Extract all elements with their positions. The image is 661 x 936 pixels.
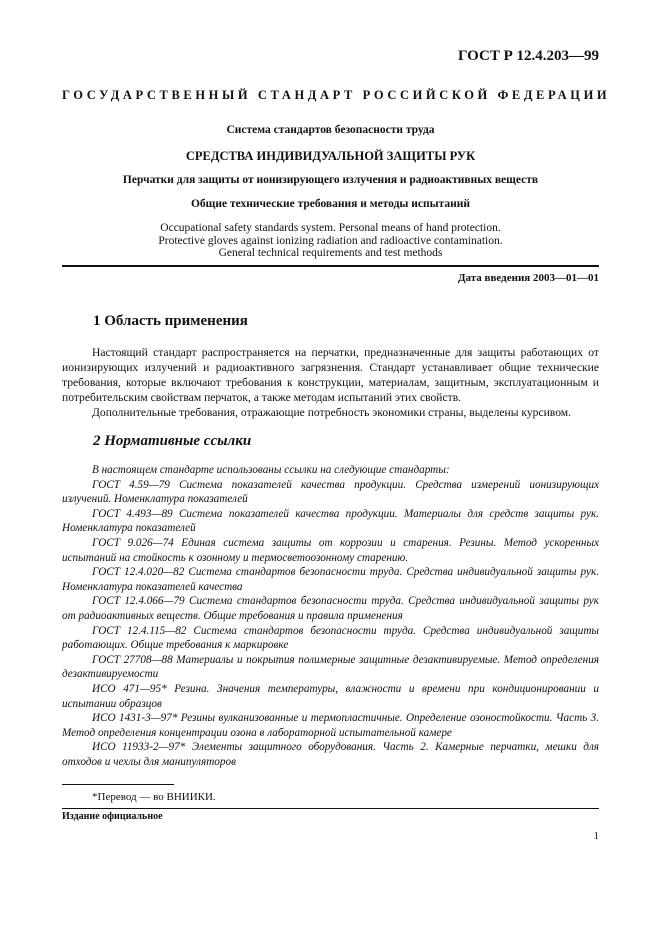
- reference-item: ГОСТ 4.493—89 Система показателей качества продукции. Материалы для средств защиты рук. Номенклатура показателей: [62, 507, 599, 535]
- subject-title: Перчатки для защиты от ионизирующего излучения и радиоактивных веществ: [122, 174, 539, 186]
- edition-divider: [62, 808, 599, 809]
- english-title-line: Occupational safety standards system. Personal means of hand protection.: [160, 222, 501, 234]
- main-title: СРЕДСТВА ИНДИВИДУАЛЬНОЙ ЗАЩИТЫ РУК: [185, 149, 476, 163]
- reference-item: ИСО 1431-3—97* Резины вулканизованные и термопластичные. Определение озоностойкости. Часть 3. Метод определения концентрации озона в лабораторной испытательной камере: [62, 712, 599, 739]
- reference-item: ГОСТ 4.59—79 Система показателей качества продукции. Средства измерений ионизирующих излучений. Номенклатура показателей: [62, 478, 599, 506]
- state-standard-heading: ГОСУДАРСТВЕННЫЙ СТАНДАРТ РОССИЙСКОЙ ФЕДЕРАЦИИ: [62, 88, 611, 102]
- document-number: ГОСТ Р 12.4.203—99: [457, 48, 599, 64]
- title-divider: [62, 265, 599, 267]
- paragraph: Дополнительные требования, отражающие потребность экономики страны, выделены курсивом.: [92, 406, 572, 419]
- section-1-heading: 1 Область применения: [93, 313, 248, 329]
- section-1-body: [62, 345, 599, 420]
- page-number: 1: [593, 830, 599, 842]
- footnote: *Перевод — во ВНИИКИ.: [92, 791, 216, 803]
- english-title-line: General technical requirements and test methods: [218, 247, 443, 259]
- reference-item: ГОСТ 27708—88 Материалы и покрытия полимерные защитные дезактивируемые. Метод определения дезактивируемости: [62, 653, 599, 681]
- footnote-divider: [62, 784, 174, 785]
- reference-item: ИСО 471—95* Резина. Значения температуры, влажности и времени при кондиционировании и испытании образцов: [62, 682, 599, 710]
- paragraph: Настоящий стандарт распространяется на перчатки, предназначенные для защиты работающих от ионизирующих излучений и радиоактивного загрязнения. Стандарт устанавливает общие технические требования, которые включают требования к конструкции, материалам, защитным, эксплуатационным и потребительским свойствам перчаток, а также методам испытаний этих свойств.: [62, 346, 599, 404]
- requirements-title: Общие технические требования и методы испытаний: [190, 198, 471, 210]
- official-edition-label: Издание официальное: [62, 811, 163, 822]
- reference-item: ГОСТ 12.4.115—82 Система стандартов безопасности труда. Средства индивидуальной защиты работающих. Общие требования к маркировке: [62, 624, 599, 652]
- reference-item: ГОСТ 12.4.020—82 Система стандартов безопасности труда. Средства индивидуальной защиты рук. Номенклатура показателей качества: [62, 566, 599, 593]
- standards-system-title: Система стандартов безопасности труда: [226, 124, 435, 136]
- introduction-date: Дата введения 2003—01—01: [457, 272, 599, 284]
- normative-references: [62, 463, 599, 769]
- english-title: [62, 222, 599, 260]
- references-intro: В настоящем стандарте использованы ссылки на следующие стандарты:: [92, 464, 450, 476]
- english-title-line: Protective gloves against ionizing radiation and radioactive contamination.: [158, 234, 503, 247]
- reference-item: ГОСТ 9.026—74 Единая система защиты от коррозии и старения. Резины. Метод ускоренных испытаний на стойкость к озонному и термосветоозонному старению.: [62, 536, 599, 564]
- reference-item: ИСО 11933-2—97* Элементы защитного оборудования. Часть 2. Камерные перчатки, мешки для отходов и чехлы для манипуляторов: [62, 741, 599, 768]
- reference-item: ГОСТ 12.4.066—79 Система стандартов безопасности труда. Средства индивидуальной защиты рук от радиоактивных веществ. Общие требования и правила применения: [62, 595, 599, 622]
- section-2-heading: 2 Нормативные ссылки: [93, 433, 252, 449]
